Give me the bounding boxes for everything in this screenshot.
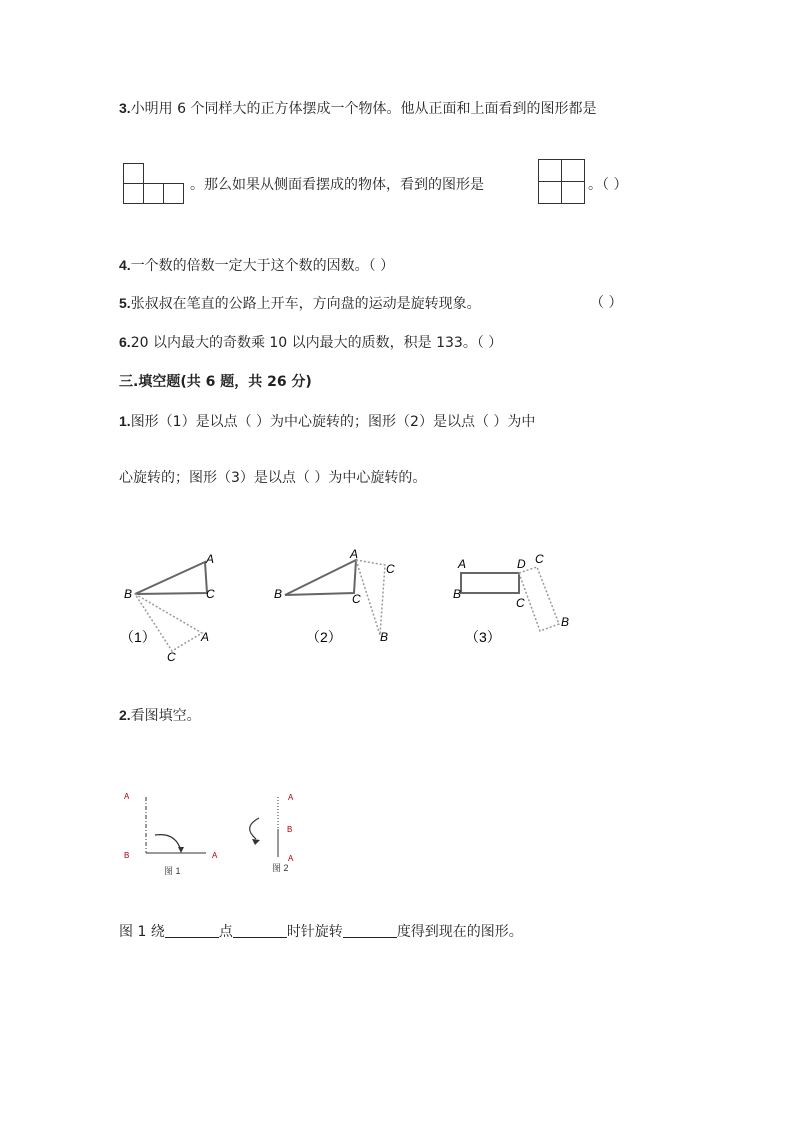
question-6	[119, 332, 502, 353]
question-number: 4.	[119, 257, 131, 273]
question-5-paren	[590, 293, 622, 313]
fill-text-2: 点	[218, 924, 233, 940]
question-4	[119, 255, 394, 276]
question-number: 1.	[119, 413, 131, 429]
figure-1	[120, 552, 215, 664]
label-B-rotated: B	[380, 630, 389, 644]
fill-question-1-line2	[119, 468, 426, 488]
label-A-right: A	[212, 851, 218, 860]
side-view-figure	[538, 159, 586, 205]
fill-question-1-line1	[119, 411, 535, 432]
label-B: B	[453, 587, 462, 601]
question-text-2: 心旋转的；图形（3）是以点（ ）为中心旋转的。	[119, 470, 427, 486]
question-3-line1	[119, 98, 597, 119]
fill-text-3: 时针旋转	[286, 924, 343, 940]
question-5	[119, 293, 481, 314]
question-3-paren	[588, 175, 627, 195]
answer-blank-3[interactable]	[343, 923, 397, 938]
label-B: B	[124, 587, 133, 601]
question-number: 5.	[119, 295, 131, 311]
label-A: A	[206, 552, 215, 566]
question-text: 张叔叔在笔直的公路上开车，方向盘的运动是旋转现象。	[130, 296, 481, 312]
question-text: 看图填空。	[130, 708, 201, 724]
label-C-rotated: C	[386, 562, 395, 576]
label-A: A	[458, 557, 467, 571]
label-D: D	[517, 557, 526, 571]
label-B-rotated: B	[561, 615, 570, 629]
answer-paren: 。（ ）	[588, 177, 628, 193]
label-C: C	[206, 587, 215, 601]
label-C-rotated: C	[167, 650, 176, 664]
question-number: 2.	[119, 707, 131, 723]
section-title: 三.填空题(共 6 题，共 26 分)	[119, 374, 312, 390]
question-text: 一个数的倍数一定大于这个数的因数。（ ）	[130, 258, 395, 274]
figure-1	[124, 792, 218, 876]
label-A-top: A	[288, 793, 294, 802]
answer-paren: （ ）	[590, 295, 623, 311]
label-B: B	[274, 587, 283, 601]
label-A-top: A	[124, 792, 130, 801]
figure-caption: （3）	[465, 629, 501, 645]
fill-text-4: 度得到现在的图形。	[396, 924, 523, 940]
figure-2	[250, 793, 294, 873]
label-C: C	[516, 596, 525, 610]
question-text-2: 。那么如果从侧面看摆成的物体，看到的图形是	[190, 177, 484, 193]
answer-blank-2[interactable]	[233, 923, 287, 938]
fill-question-2-blanks	[119, 922, 523, 942]
label-B: B	[124, 851, 130, 860]
rotation-figures-2	[118, 785, 318, 880]
label-A: A	[350, 547, 359, 561]
fill-text-1: 图 1 绕	[119, 924, 165, 940]
answer-blank-1[interactable]	[165, 923, 219, 938]
fill-question-2	[119, 705, 201, 726]
figure-caption: （1）	[120, 629, 156, 645]
label-A-rotated: A	[201, 630, 210, 644]
label-A-bottom: A	[288, 854, 294, 863]
figure-caption: 图 2	[272, 863, 289, 873]
label-C-rotated: C	[535, 552, 544, 566]
front-view-figure	[123, 163, 187, 205]
question-text: 20 以内最大的奇数乘 10 以内最大的质数，积是 133。（ ）	[130, 335, 503, 351]
figure-2	[274, 547, 395, 645]
rotation-figures	[110, 540, 610, 670]
question-number: 6.	[119, 334, 131, 350]
label-B: B	[287, 825, 293, 834]
question-text: 图形（1）是以点（ ）为中心旋转的；图形（2）是以点（ ）为中	[130, 414, 536, 430]
figure-3	[453, 552, 569, 645]
question-3-line2	[190, 175, 484, 195]
label-C: C	[352, 592, 361, 606]
question-number: 3.	[119, 100, 131, 116]
figure-caption: （2）	[306, 629, 342, 645]
figure-caption: 图 1	[164, 866, 181, 876]
question-text: 小明用 6 个同样大的正方体摆成一个物体。他从正面和上面看到的图形都是	[130, 101, 597, 117]
